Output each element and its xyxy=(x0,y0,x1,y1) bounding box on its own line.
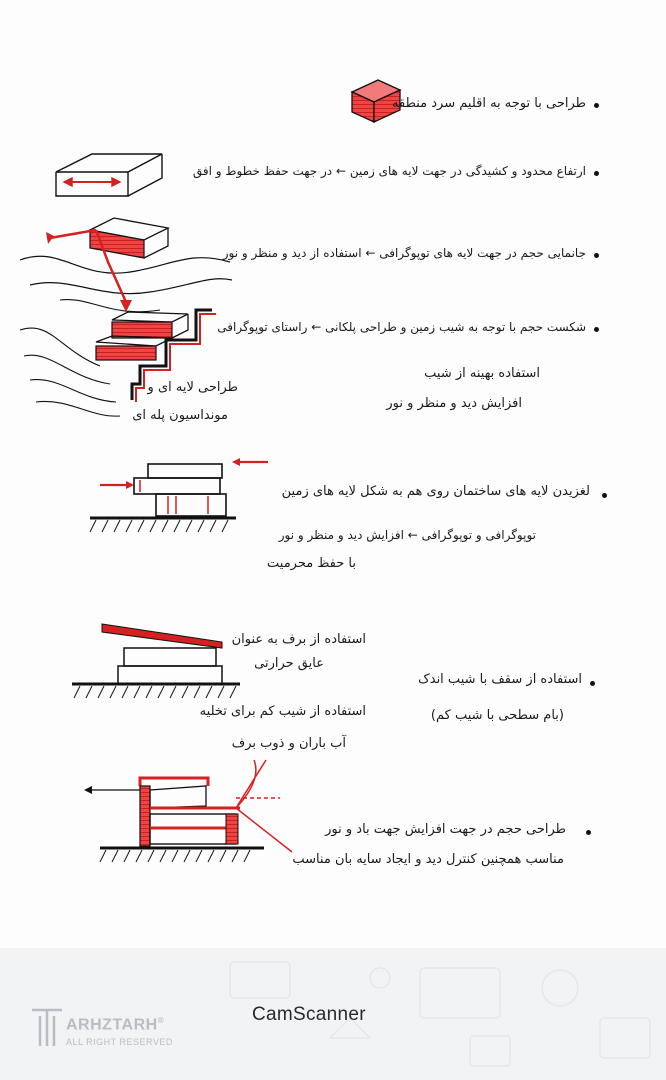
note-4: شکست حجم با توجه به شیب زمین و طراحی پلکانی ← راستای توپوگرافی xyxy=(217,320,586,334)
note-5: لغزیدن لایه های ساختمان روی هم به شکل لایه های زمین xyxy=(281,484,590,499)
logo-subtext: ALL RIGHT RESERVED xyxy=(66,1037,173,1047)
bullet xyxy=(586,830,591,835)
bullet xyxy=(602,493,607,498)
note-6-sub2: عایق حرارتی xyxy=(254,656,324,671)
note-6-sub3: (بام سطحی با شیب کم) xyxy=(430,708,564,723)
note-2: ارتفاع محدود و کشیدگی در جهت لایه های زمین ← در جهت حفظ خطوط و افق xyxy=(192,164,586,178)
note-5-sub2: با حفظ محرمیت xyxy=(267,556,356,571)
logo-text: ARHZTARH® xyxy=(66,1016,165,1034)
bullet xyxy=(594,103,599,108)
sketch-sloped-roof xyxy=(72,624,240,698)
sketch-sliding-layers xyxy=(90,458,268,532)
sketch-terrain-volume xyxy=(20,218,232,312)
sketch-canopy-volume xyxy=(84,760,292,862)
note-3: جانمایی حجم در جهت لایه های توپوگرافی ← استفاده از دید و منظر و نور xyxy=(222,246,586,260)
camscanner-brand: CamScanner xyxy=(252,1004,366,1025)
bullet xyxy=(594,327,599,332)
bullet xyxy=(590,681,595,686)
note-6-sub5: آب باران و ذوب برف xyxy=(231,736,346,751)
note-7: طراحی حجم در جهت افزایش جهت باد و نور xyxy=(325,822,566,837)
sketch-stepped-slope xyxy=(20,310,216,416)
note-7-sub1: مناسب همچنین کنترل دید و ایجاد سایه بان مناسب xyxy=(292,852,564,867)
note-4-sub3: طراحی لایه ای و xyxy=(147,380,238,395)
note-6-sub1: استفاده از برف به عنوان xyxy=(231,632,366,647)
note-6-sub4: استفاده از شیب کم برای تخلیه xyxy=(199,704,366,719)
note-4-sub2: افزایش دید و منظر و نور xyxy=(386,396,522,411)
sketch-flat-box xyxy=(56,154,162,196)
bullet xyxy=(594,253,599,258)
note-1: طراحی با توجه به اقلیم سرد منطقه xyxy=(392,96,586,111)
note-4-sub1: استفاده بهینه از شیب xyxy=(424,366,540,381)
note-5-sub1: توپوگرافی و توپوگرافی ← افزایش دید و منظر و نور xyxy=(278,528,536,542)
note-6: استفاده از سقف با شیب اندک xyxy=(418,672,582,687)
note-4-sub4: مونداسیون پله ای xyxy=(132,408,228,423)
bullet xyxy=(594,171,599,176)
